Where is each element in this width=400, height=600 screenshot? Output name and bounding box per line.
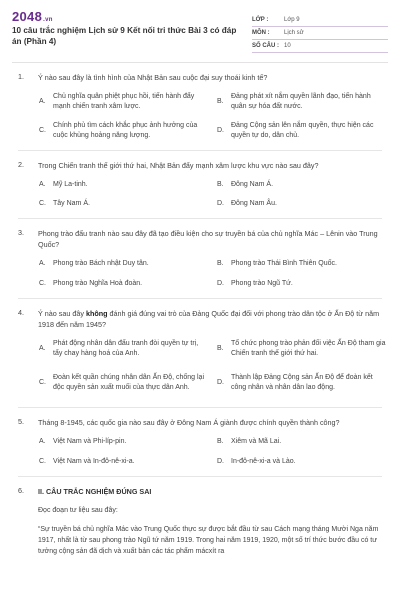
option-letter: B. xyxy=(217,345,224,352)
question-text: Tháng 8-1945, các quốc gia nào sau đây ở Đông Nam Á giành được chính quyền thành công? xyxy=(38,418,340,427)
option-letter: D. xyxy=(217,379,224,386)
option-letter: C. xyxy=(39,280,46,287)
option-b[interactable] xyxy=(216,437,386,447)
question-number: 2. xyxy=(18,160,24,169)
question-number: 5. xyxy=(18,417,24,426)
question-divider xyxy=(18,150,382,151)
site-logo[interactable] xyxy=(12,9,53,24)
option-letter: D. xyxy=(217,458,224,465)
option-c[interactable] xyxy=(38,199,208,209)
option-d[interactable] xyxy=(216,279,386,289)
option-d[interactable] xyxy=(216,457,386,467)
option-letter: A. xyxy=(39,260,46,267)
source-passage: “Sự truyền bá chủ nghĩa Mác vào Trung Quốc thực sự được bắt đầu từ sau Cách mạng tháng Mười Nga năm 1917, nhất là từ sau phong trào Ngũ tứ năm 1919. Trong hai năm 1919, 1920, một số trí thức bước đầu có tư tưởng cộng sản đã dịch và xuất bản các tác phẩm mácxít ra xyxy=(38,526,379,555)
option-a[interactable] xyxy=(38,180,208,190)
option-text: In-đô-nê-xi-a và Lào. xyxy=(231,458,296,465)
option-a[interactable] xyxy=(38,259,208,269)
options xyxy=(38,339,386,398)
option-c[interactable] xyxy=(38,121,208,141)
option-letter: D. xyxy=(217,280,224,287)
option-a[interactable] xyxy=(38,437,208,447)
meta-key: MÔN : xyxy=(252,30,270,36)
meta-key: LỚP : xyxy=(252,17,269,23)
section-title: II. CÂU TRẮC NGHIỆM ĐÚNG SAI xyxy=(38,487,152,496)
option-c[interactable] xyxy=(38,368,208,398)
meta-row-count xyxy=(252,40,388,53)
option-letter: B. xyxy=(217,438,224,445)
option-b[interactable] xyxy=(216,180,386,190)
options xyxy=(38,180,386,209)
option-text: Phong trào Bách nhật Duy tân. xyxy=(53,260,149,267)
option-text: Tây Nam Á. xyxy=(53,200,90,207)
logo-main: 2048 xyxy=(12,9,43,24)
option-d[interactable] xyxy=(216,199,386,209)
question-text-emphasis: không xyxy=(85,309,108,318)
option-text: Việt Nam và In-đô-nê-xi-a. xyxy=(53,458,135,465)
section-subtitle: Đọc đoạn tư liệu sau đây: xyxy=(38,507,118,514)
option-text: Chủ nghĩa quân phiệt phục hồi, tiến hành đẩy mạnh chiến tranh xâm lược. xyxy=(53,93,195,110)
option-letter: B. xyxy=(217,98,224,105)
meta-value: Lớp 9 xyxy=(284,17,300,23)
question-text: Trong Chiến tranh thế giới thứ hai, Nhật Bản đẩy mạnh xâm lược khu vực nào sau đây? xyxy=(38,161,319,170)
option-text: Phát động nhân dân đấu tranh đòi quyền tự trị, tẩy chay hàng hoá của Anh. xyxy=(53,340,199,357)
option-d[interactable] xyxy=(216,368,386,398)
option-letter: A. xyxy=(39,181,46,188)
option-text: Đảng phát xít nắm quyền lãnh đạo, tiến hành quân sự hóa đất nước. xyxy=(231,93,371,110)
document-title: 10 câu trắc nghiệm Lịch sử 9 Kết nối tri thức Bài 3 có đáp án (Phần 4) xyxy=(12,26,237,46)
meta-row-class xyxy=(252,14,388,27)
option-d[interactable] xyxy=(216,121,386,141)
option-c[interactable] xyxy=(38,279,208,289)
option-letter: A. xyxy=(39,438,46,445)
option-letter: B. xyxy=(217,260,224,267)
question-3 xyxy=(0,228,400,289)
question-divider xyxy=(18,476,382,477)
question-4 xyxy=(0,308,400,398)
page-header xyxy=(0,0,400,62)
option-text: Phong trào Thái Bình Thiên Quốc. xyxy=(231,260,337,267)
option-letter: D. xyxy=(217,200,224,207)
question-1 xyxy=(0,72,400,141)
option-text: Phong trào Nghĩa Hoà đoàn. xyxy=(53,280,143,287)
question-divider xyxy=(18,298,382,299)
option-letter: A. xyxy=(39,345,46,352)
question-5 xyxy=(0,417,400,467)
option-letter: C. xyxy=(39,458,46,465)
option-letter: C. xyxy=(39,127,46,134)
option-text: Phong trào Ngũ Tứ. xyxy=(231,280,293,287)
option-letter: D. xyxy=(217,127,224,134)
question-number: 6. xyxy=(18,486,24,495)
question-divider xyxy=(18,218,382,219)
question-number: 1. xyxy=(18,72,24,81)
option-text: Xiêm và Mã Lai. xyxy=(231,438,282,445)
option-letter: C. xyxy=(39,200,46,207)
option-text: Thành lập Đảng Cộng sản Ấn Độ để đoàn kết công nhân và nhân dân lao động. xyxy=(231,374,373,391)
option-c[interactable] xyxy=(38,457,208,467)
option-b[interactable] xyxy=(216,259,386,269)
option-text: Đoàn kết quần chúng nhân dân Ấn Độ, chống lại độc quyền sản xuất muối của thực dân Anh. xyxy=(53,374,205,391)
question-list xyxy=(0,72,400,557)
question-2 xyxy=(0,160,400,209)
meta-key: SỐ CÂU : xyxy=(252,43,279,49)
options xyxy=(38,437,386,467)
question-divider xyxy=(18,407,382,408)
option-text: Chính phủ tìm cách khắc phục ảnh hưởng của cuộc khủng hoảng năng lượng. xyxy=(53,122,198,139)
question-text-part: đánh giá đúng vai trò của Đảng Quốc đại đối với phong trào dân tộc ở Ấn Độ từ năm 1918 đến năm 1945? xyxy=(38,309,380,329)
option-letter: A. xyxy=(39,98,46,105)
section-true-false xyxy=(0,486,400,557)
question-number: 3. xyxy=(18,228,24,237)
options xyxy=(38,92,386,141)
option-a[interactable] xyxy=(38,92,208,112)
question-text-part: Ý nào sau đây xyxy=(38,309,86,318)
question-text xyxy=(38,308,386,330)
question-text: Phong trào đấu tranh nào sau đây đã tạo điều kiện cho sự truyền bá của chủ nghĩa Mác – Lênin vào Trung Quốc? xyxy=(38,229,378,249)
header-divider xyxy=(12,62,388,63)
option-text: Đông Nam Á. xyxy=(231,181,274,188)
option-text: Việt Nam và Phi-líp-pin. xyxy=(53,438,127,445)
question-number: 4. xyxy=(18,308,24,317)
meta-row-subject xyxy=(252,27,388,40)
question-text: Ý nào sau đây là tình hình của Nhật Bản sau cuộc đại suy thoái kinh tế? xyxy=(38,73,268,82)
logo-sub: .vn xyxy=(43,17,53,23)
option-letter: B. xyxy=(217,181,224,188)
option-text: Đảng Cộng sản lên nắm quyền, thực hiện các quyền tự do, dân chủ. xyxy=(231,122,374,139)
option-b[interactable] xyxy=(216,92,386,112)
option-b[interactable] xyxy=(216,339,386,359)
meta-value: 10 xyxy=(284,43,291,49)
option-letter: C. xyxy=(39,379,46,386)
meta-value: Lịch sử xyxy=(284,30,304,36)
option-a[interactable] xyxy=(38,339,208,359)
option-text: Tổ chức phong trào phản đối việc Ấn Độ tham gia Chiến tranh thế giới thứ hai. xyxy=(231,340,386,357)
meta-table xyxy=(252,14,388,53)
options xyxy=(38,259,386,289)
option-text: Đông Nam Âu. xyxy=(231,200,277,207)
option-text: Mỹ La-tinh. xyxy=(53,181,88,188)
